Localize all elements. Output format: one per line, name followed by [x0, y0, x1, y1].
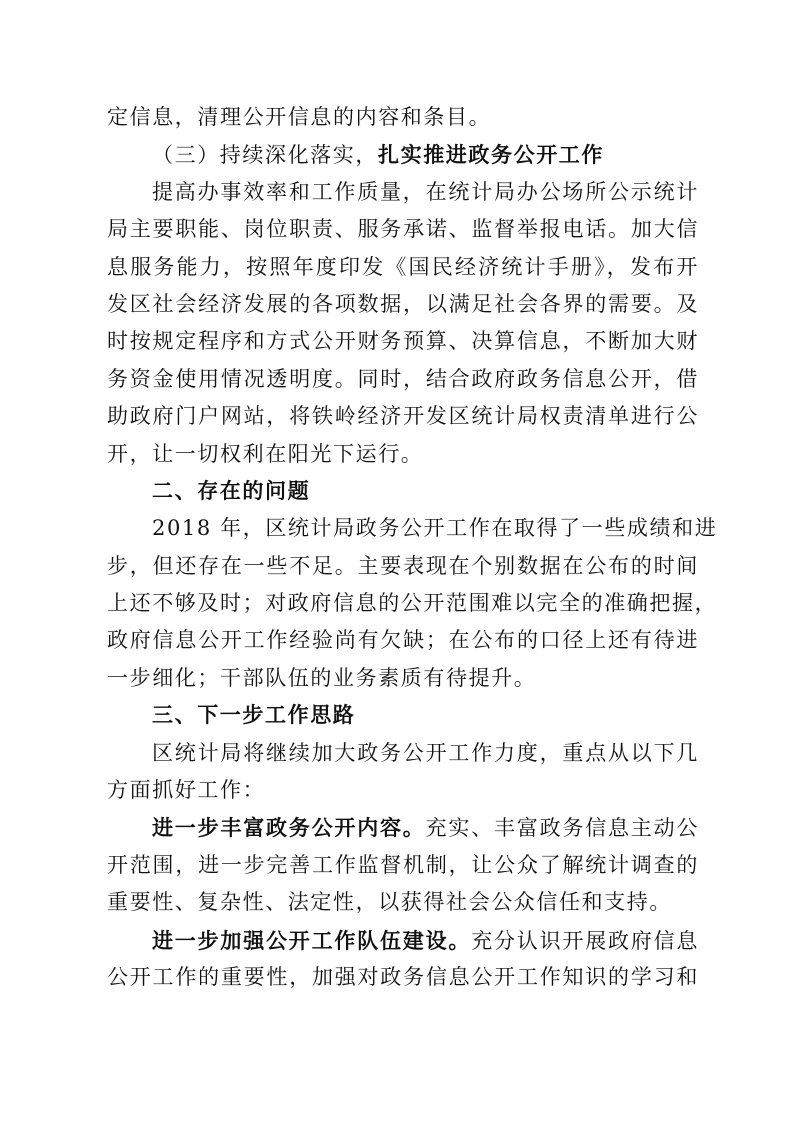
line-text: 三、下一步工作思路 — [152, 703, 356, 728]
text-line — [107, 136, 699, 173]
section-heading — [107, 473, 699, 510]
line-text: 时按规定程序和方式公开财务预算、决算信息，不断加大财 — [107, 329, 699, 354]
line-text: 助政府门户网站，将铁岭经济开发区统计局权责清单进行公 — [107, 404, 699, 429]
line-text: （三）持续深化落实， — [152, 143, 378, 168]
line-text: 二、存在的问题 — [152, 478, 311, 503]
line-text: 充实、丰富政务信息主动公 — [425, 816, 700, 841]
text-line — [107, 510, 718, 547]
text-line — [107, 847, 699, 884]
line-text: 重要性、复杂性、法定性，以获得社会公众信任和支持。 — [107, 890, 672, 915]
text-line — [107, 660, 699, 697]
line-text: 一步细化；干部队伍的业务素质有待提升。 — [107, 665, 537, 690]
section-heading — [107, 697, 699, 734]
line-text: 提高办事效率和工作质量，在统计局办公场所公示统计 — [152, 179, 699, 204]
text-line — [107, 884, 699, 921]
line-text: 息服务能力，按照年度印发《国民经济统计手册》，发布开 — [107, 254, 699, 279]
bold-lead-text: 进一步加强公开工作队伍建设。 — [152, 927, 472, 953]
line-text: 公开工作的重要性，加强对政务信息公开工作知识的学习和 — [107, 964, 699, 989]
text-line — [107, 585, 718, 622]
line-text: 开，让一切权利在阳光下运行。 — [107, 441, 424, 466]
document-page — [107, 99, 718, 996]
text-line — [107, 809, 699, 846]
text-line — [107, 959, 699, 996]
line-text: 充分认识开展政府信息 — [471, 928, 699, 953]
line-text: 政府信息公开工作经验尚有欠缺；在公布的口径上还有待进 — [107, 628, 699, 653]
text-line — [107, 211, 699, 248]
text-line — [107, 99, 699, 136]
line-text: 方面抓好工作： — [107, 778, 266, 803]
line-text: 开范围，进一步完善工作监督机制，让公众了解统计调查的 — [107, 852, 699, 877]
text-line — [107, 323, 699, 360]
text-line — [107, 174, 699, 211]
bold-lead-text: 进一步丰富政务公开内容。 — [152, 815, 426, 841]
line-text: 发区社会经济发展的各项数据，以满足社会各界的需要。及 — [107, 291, 699, 316]
line-text: 区统计局将继续加大政务公开工作力度，重点从以下几 — [152, 740, 699, 765]
line-text: 上还不够及时；对政府信息的公开范围难以完全的准确把握， — [107, 591, 718, 616]
text-line — [107, 772, 699, 809]
text-line — [107, 622, 699, 659]
text-line — [107, 249, 699, 286]
bold-trail-text: 扎实推进政务公开工作 — [378, 142, 604, 168]
text-line — [107, 286, 699, 323]
text-line — [107, 398, 699, 435]
text-line — [107, 548, 699, 585]
line-text: 务资金使用情况透明度。同时，结合政府政务信息公开，借 — [107, 366, 699, 391]
line-text: 步，但还存在一些不足。主要表现在个别数据在公布的时间 — [107, 553, 699, 578]
text-line — [107, 922, 699, 959]
line-text: 定信息，清理公开信息的内容和条目。 — [107, 105, 492, 129]
text-line — [107, 735, 699, 772]
text-line — [107, 436, 699, 473]
line-text: 2018 年，区统计局政务公开工作在取得了一些成绩和进 — [152, 516, 718, 541]
text-line — [107, 361, 699, 398]
line-text: 局主要职能、岗位职责、服务承诺、监督举报电话。加大信 — [107, 217, 699, 242]
